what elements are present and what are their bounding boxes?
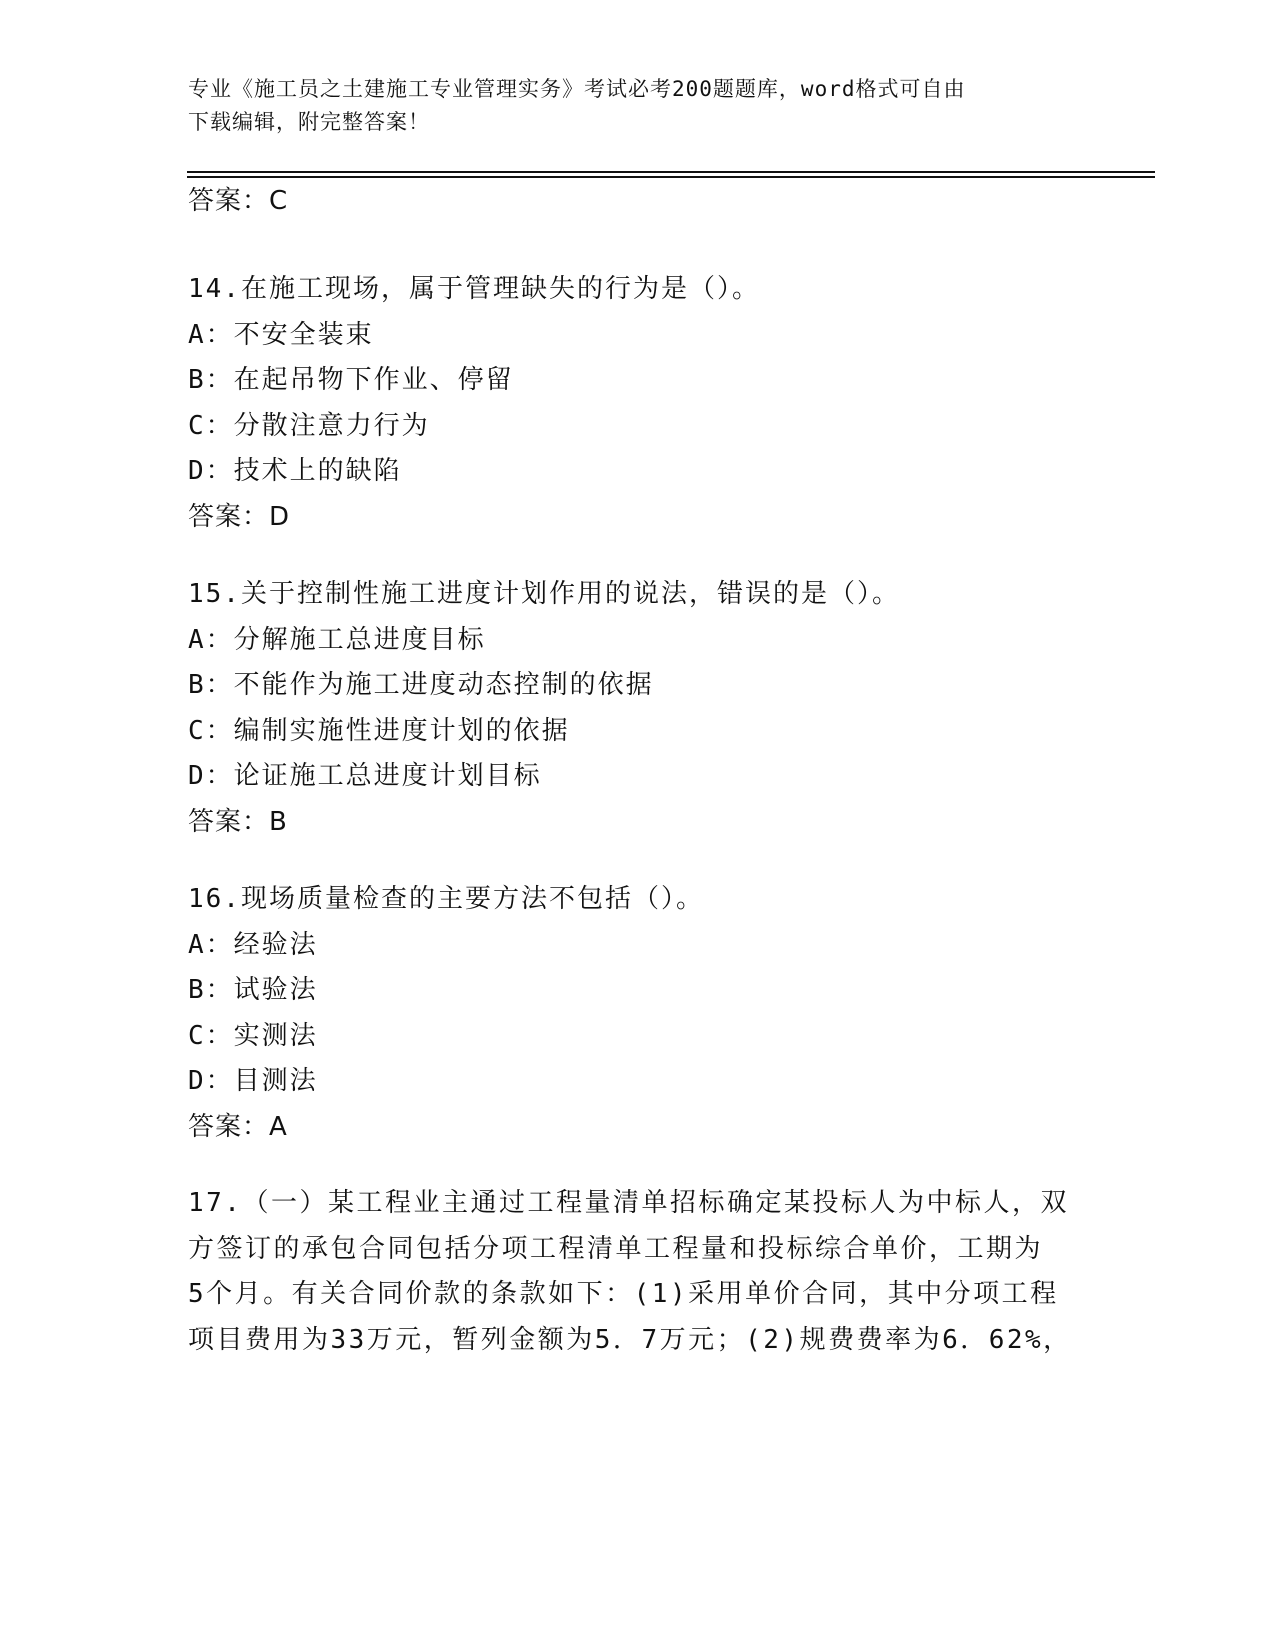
answer-text: 答案：C <box>188 186 289 216</box>
question-16 <box>188 877 1088 1150</box>
header-rule-bottom <box>187 176 1155 178</box>
question-17 <box>188 1181 1088 1363</box>
header-title-line-2: 下载编辑，附完整答案！ <box>188 110 430 134</box>
question-17-line-1: 17.（一）某工程业主通过工程量清单招标确定某投标人为中标人，双 <box>188 1188 1069 1218</box>
question-text: 15.关于控制性施工进度计划作用的说法，错误的是（）。 <box>188 579 900 609</box>
option-c: C：分散注意力行为 <box>188 410 430 441</box>
answer-text: 答案：B <box>188 806 288 837</box>
question-15 <box>188 572 1088 845</box>
header-rule-top <box>187 171 1155 173</box>
answer-13-block <box>188 179 1088 225</box>
option-a: A：经验法 <box>188 929 318 960</box>
option-c: C：编制实施性进度计划的依据 <box>188 715 570 746</box>
answer-text: 答案：A <box>188 1111 288 1142</box>
question-17-line-4: 项目费用为33万元，暂列金额为5．7万元；(2)规费费率为6．62%， <box>188 1324 1072 1355</box>
question-17-line-3: 5个月。有关合同价款的条款如下：(1)采用单价合同，其中分项工程 <box>188 1279 1059 1309</box>
answer-text: 答案：D <box>188 501 291 532</box>
option-b: B：试验法 <box>188 975 318 1005</box>
option-a: A：分解施工总进度目标 <box>188 624 486 655</box>
option-c: C：实测法 <box>188 1020 318 1051</box>
header-title-line-1: 专业《施工员之土建施工专业管理实务》考试必考200题题库，word格式可自由 <box>188 77 966 101</box>
option-d: D：目测法 <box>188 1066 318 1096</box>
question-text: 14.在施工现场，属于管理缺失的行为是（）。 <box>188 274 760 304</box>
question-17-line-2: 方签订的承包合同包括分项工程清单工程量和投标综合单价，工期为 <box>188 1233 1044 1264</box>
question-text: 16.现场质量检查的主要方法不包括（）。 <box>188 884 704 914</box>
option-b: B：在起吊物下作业、停留 <box>188 365 514 395</box>
option-b: B：不能作为施工进度动态控制的依据 <box>188 670 654 700</box>
option-d: D：技术上的缺陷 <box>188 456 402 486</box>
question-14 <box>188 267 1088 540</box>
option-d: D：论证施工总进度计划目标 <box>188 761 542 791</box>
option-a: A：不安全装束 <box>188 319 374 350</box>
